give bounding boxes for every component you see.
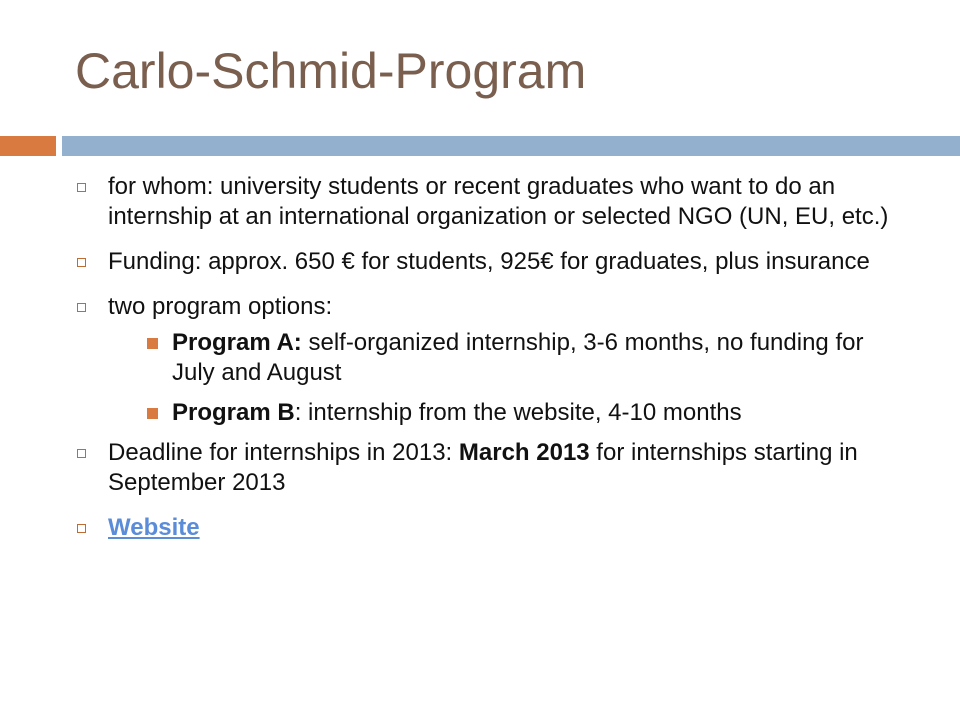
filled-square-bullet-icon <box>147 338 158 349</box>
bullet-item-deadline <box>75 438 905 498</box>
program-b-text: : internship from the website, 4-10 months <box>294 399 742 426</box>
bullet-item-funding <box>75 247 905 277</box>
bullet-list <box>75 172 905 558</box>
bullet-text-who: for whom: university students or recent graduates who want to do an internship at an international organization or selected NGO (UN, EU, etc.) <box>108 173 889 230</box>
program-options-list <box>135 328 905 428</box>
sub-item-program-b <box>135 398 905 428</box>
square-bullet-icon <box>77 449 86 458</box>
deadline-text-post: for internships starting in September 2013 <box>108 439 858 496</box>
accent-bar-orange <box>0 136 56 156</box>
square-bullet-icon <box>77 524 86 533</box>
bullet-text-options: two program options: <box>108 293 333 320</box>
accent-bar-blue <box>62 136 960 156</box>
bullet-item-website <box>75 513 905 543</box>
slide-title: Carlo-Schmid-Program <box>75 43 587 99</box>
filled-square-bullet-icon <box>147 408 158 419</box>
program-a-text: self-organized internship, 3-6 months, no funding for July and August <box>172 329 864 386</box>
deadline-text-pre: Deadline for internships in 2013: <box>108 439 459 466</box>
program-b-label: Program B <box>172 399 295 426</box>
program-a-label: Program A: <box>172 329 302 356</box>
square-bullet-icon <box>77 258 86 267</box>
bullet-item-who <box>75 172 905 232</box>
deadline-date: March 2013 <box>458 439 590 466</box>
square-bullet-icon <box>77 183 86 192</box>
bullet-item-options <box>75 292 905 428</box>
bullet-text-funding: Funding: approx. 650 € for students, 925€ for graduates, plus insurance <box>108 248 870 275</box>
square-bullet-icon <box>77 303 86 312</box>
sub-item-program-a <box>135 328 905 388</box>
website-link[interactable]: Website <box>108 514 200 541</box>
